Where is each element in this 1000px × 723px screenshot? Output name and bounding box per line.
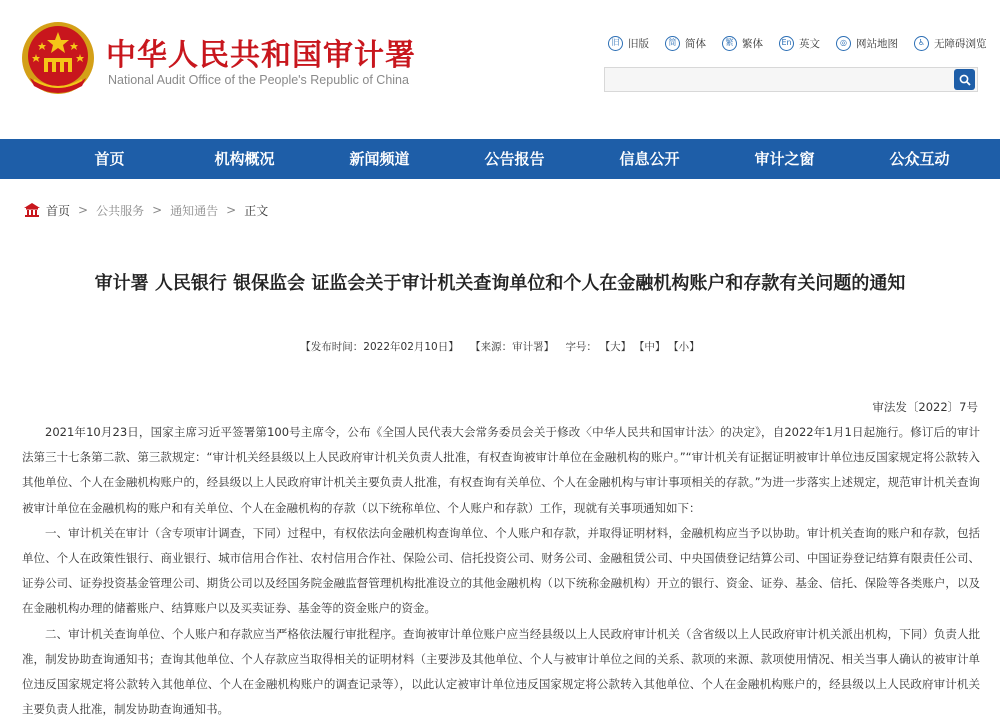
breadcrumb-separator: > [226,203,237,217]
search-box [604,67,978,92]
search-input[interactable] [605,69,951,92]
toplink-label: 旧版 [628,37,649,50]
nav-item-disclosure[interactable]: 信息公开 [619,150,680,168]
site-subtitle: National Audit Office of the People's Republic of China [108,73,409,87]
publish-date: 【发布时间：2022年02月10日】 [300,341,459,353]
font-size-large-button[interactable]: 【大】 [604,341,632,353]
font-size-label: 字号： [565,341,597,353]
site-header [0,0,1000,138]
top-links [608,33,1000,53]
toplink-english[interactable] [779,36,820,51]
breadcrumb-separator: > [152,203,163,217]
document-number: 审法发〔2022〕7号 [872,400,978,414]
site-title: 中华人民共和国审计署 [106,38,416,73]
toplink-traditional[interactable] [722,36,763,51]
font-size-small-button[interactable]: 【小】 [673,341,700,353]
article-source: 【来源：审计署】 [470,341,555,353]
home-icon [24,203,40,217]
article-paragraph: 二、审计机关查询单位、个人账户和存款应当严格依法履行审批程序。查询被审计单位账户应当经县级以上人民政府审计机关（含省级以上人民政府审计机关派出机构，下同）负责人批准，制发协助查询通知书；查询其他单位、个人存款应当取得相关的证明材料（主要涉及其他单位、个人与被审计单位之间的关系、款项的来源、款项使用情况、相关当事人确认的被审计单位违反国家规定将公款转入其他单位、个人在金融机构账户的调查记录等），以此认定被审计单位违反国家规定将公款转入其他单位、个人在金融机构账户的，经县级以上人民政府审计机关主要负责人批准，制发协助查询通知书。 [22,626,980,717]
article-body [22,420,980,722]
breadcrumb-current: 正文 [244,203,269,218]
sitemap-icon: ◎ [836,36,851,51]
toplink-label: 无障碍浏览 [934,37,987,50]
nav-item-home[interactable]: 首页 [94,150,125,168]
main-nav [0,139,1000,179]
breadcrumb-public-service[interactable]: 公共服务 [96,203,145,218]
article-meta [0,339,1000,354]
toplink-label: 繁体 [742,37,763,50]
nav-item-organization[interactable]: 机构概况 [214,150,275,168]
traditional-icon: 繁 [722,36,737,51]
simplified-icon: 简 [665,36,680,51]
toplink-label: 网站地图 [856,37,898,50]
nav-item-news[interactable]: 新闻频道 [349,150,410,168]
toplink-sitemap[interactable] [836,36,898,51]
breadcrumb-notices[interactable]: 通知通告 [170,203,219,218]
article-paragraph: 一、审计机关在审计（含专项审计调查，下同）过程中，有权依法向金融机构查询单位、个人账户和存款，并取得证明材料，金融机构应当予以协助。审计机关查询的账户和存款，包括单位、个人在政策性银行、商业银行、城市信用合作社、农村信用合作社、保险公司、信托投资公司、财务公司、金融租赁公司、中央国债登记结算公司、中国证券登记结算有限责任公司、证券公司、证券投资基金管理公司、期货公司以及经国务院金融监督管理机构批准设立的其他金融机构（以下统称金融机构）开立的银行、资金、证券、基金、信托、保险等各类账户，以及在金融机构办理的储蓄账户、结算账户以及买卖证券、基金等的资金账户的资金。 [22,525,980,616]
breadcrumb [24,201,268,219]
english-icon: En [779,36,794,51]
toplink-old-version[interactable] [608,36,649,51]
search-button[interactable] [954,69,975,90]
nav-item-public-interaction[interactable]: 公众互动 [889,150,950,168]
old-version-icon: 旧 [608,36,623,51]
article-title: 审计署 人民银行 银保监会 证监会关于审计机关查询单位和个人在金融机构账户和存款有关问题的通知 [94,273,906,294]
breadcrumb-separator: > [78,203,89,217]
breadcrumb-home[interactable]: 首页 [46,203,71,218]
national-emblem-icon[interactable] [20,20,96,96]
article-paragraph: 2021年10月23日，国家主席习近平签署第100号主席令，公布《全国人民代表大会常务委员会关于修改〈中华人民共和国审计法〉的决定》，自2022年1月1日起施行。修订后的审计法第三十七条第二款、第三款规定：“审计机关经县级以上人民政府审计机关负责人批准，有权查询被审计单位在金融机构的账户。”“审计机关有证据证明被审计单位违反国家规定将公款转入其他单位、个人在金融机构账户的，经县级以上人民政府审计机关主要负责人批准，有权查询有关单位、个人在金融机构与审计事项相关的存款。”为进一步落实上述规定，规范审计机关查询被审计单位在金融机构的账户和有关单位、个人在金融机构的存款（以下统称单位、个人账户和存款）工作，现就有关事项通知如下： [22,425,980,515]
font-size-medium-button[interactable]: 【中】 [639,341,666,353]
toplink-label: 英文 [799,37,820,50]
nav-item-audit-window[interactable]: 审计之窗 [754,150,815,168]
toplink-accessibility[interactable] [914,36,987,51]
toplink-simplified[interactable] [665,36,706,51]
accessibility-icon: ♿ [914,36,929,51]
toplink-label: 简体 [685,37,706,50]
search-icon [959,74,971,86]
nav-item-reports[interactable]: 公告报告 [484,150,545,168]
